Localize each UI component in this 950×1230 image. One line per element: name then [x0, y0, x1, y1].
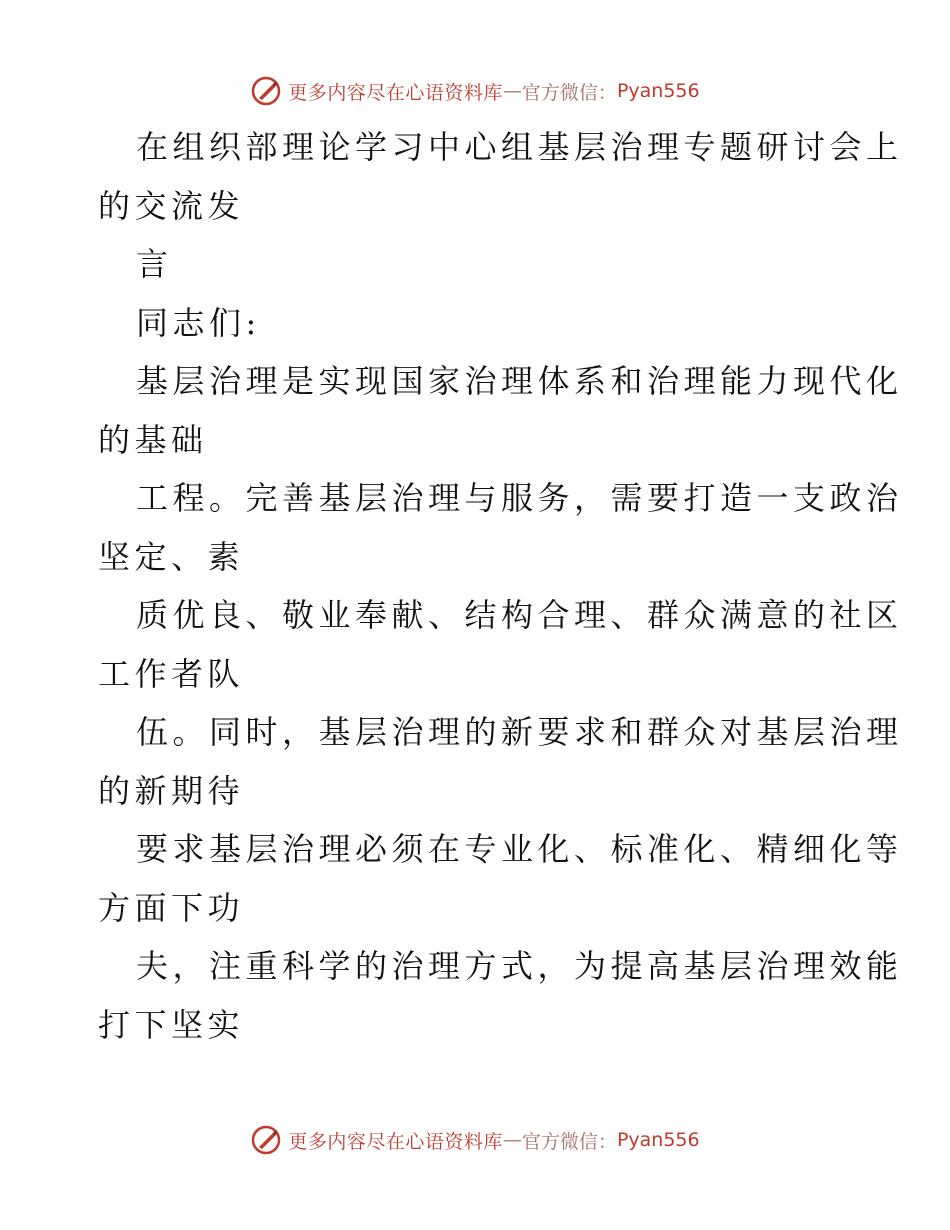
footer-wechat-label: 官方微信： — [521, 1130, 617, 1153]
header-wechat-id: Pyan556 — [616, 80, 700, 102]
quill-pen-logo-icon — [250, 75, 282, 107]
header-dash: — — [502, 80, 522, 102]
header-banner — [0, 71, 950, 111]
quill-pen-logo-icon — [250, 1124, 282, 1156]
header-wechat-label: 官方微信： — [521, 81, 617, 104]
footer-banner — [0, 1120, 950, 1160]
paragraph-line: 工程。完善基层治理与服务，需要打造一支政治 — [136, 479, 903, 517]
paragraph-line: 打下坚实 — [98, 1005, 245, 1044]
paragraph-line: 的交流发 — [98, 186, 245, 225]
footer-wechat-id: Pyan556 — [616, 1129, 700, 1151]
paragraph-line: 夫，注重科学的治理方式，为提高基层治理效能 — [136, 947, 903, 985]
paragraph-line: 伍。同时，基层治理的新要求和群众对基层治理 — [136, 713, 903, 751]
paragraph-line: 要求基层治理必须在专业化、标准化、精细化等 — [136, 830, 903, 868]
paragraph-line: 的新期待 — [98, 771, 245, 810]
footer-brand: 更多内容尽在心语资料库 — [288, 1130, 503, 1153]
document-body — [98, 118, 903, 1054]
paragraph-line: 质优良、敬业奉献、结构合理、群众满意的社区 — [136, 596, 903, 634]
paragraph-line: 言 — [136, 245, 173, 283]
paragraph-line: 方面下功 — [98, 888, 245, 927]
paragraph-line: 工作者队 — [98, 654, 245, 693]
paragraph-line: 的基础 — [98, 420, 208, 459]
paragraph-line: 在组织部理论学习中心组基层治理专题研讨会上 — [136, 128, 903, 166]
footer-dash: — — [502, 1129, 522, 1151]
paragraph-line: 坚定、素 — [98, 537, 245, 576]
header-brand: 更多内容尽在心语资料库 — [288, 81, 503, 104]
paragraph-line: 基层治理是实现国家治理体系和治理能力现代化 — [136, 362, 903, 400]
paragraph-line: 同志们: — [136, 303, 261, 342]
